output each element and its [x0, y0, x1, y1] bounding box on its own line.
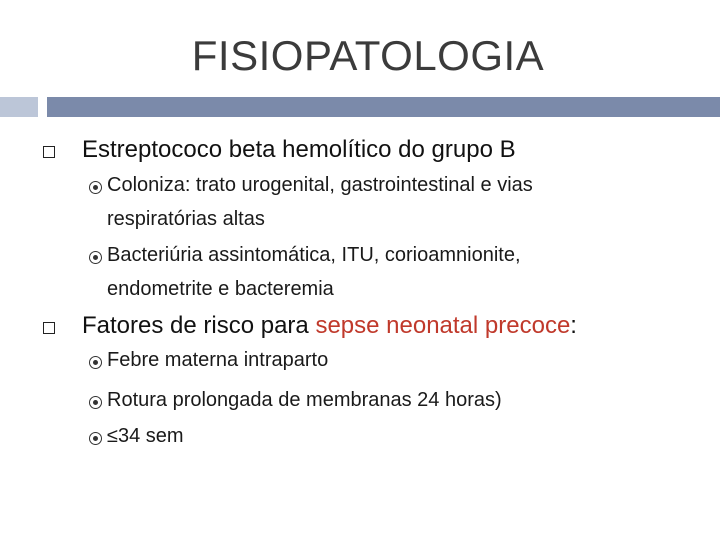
- square-bullet-icon: [43, 322, 55, 334]
- sub-item-2-2: [107, 383, 502, 417]
- slide-title: FISIOPATOLOGIA: [191, 32, 545, 79]
- circle-dot-bullet-icon: [89, 432, 102, 445]
- bullet-item-2: [82, 312, 577, 340]
- header-bar-right: [47, 97, 720, 117]
- circle-dot-bullet-icon: [89, 356, 102, 369]
- sub-item-1-2-line2: endometrite e bacteremia: [107, 278, 334, 300]
- bullet-item-1: Estreptococo beta hemolítico do grupo B: [82, 136, 516, 163]
- circle-dot-bullet-icon: [89, 251, 102, 264]
- sub-item-1-1-line1: Coloniza: trato urogenital, gastrointestinal e vias: [107, 174, 533, 196]
- sub-item-2-3: [107, 419, 184, 453]
- square-bullet-icon: [43, 146, 55, 158]
- circle-dot-bullet-icon: [89, 181, 102, 194]
- header-bar-left: [0, 97, 38, 117]
- sub-item-2-3-text: ≤34 sem: [107, 425, 184, 447]
- circle-dot-bullet-icon: [89, 396, 102, 409]
- sub-item-2-1-text: Febre materna intraparto: [107, 349, 329, 371]
- sub-item-1-1-line2: respiratórias altas: [107, 208, 265, 230]
- sub-item-1-2: [107, 238, 521, 306]
- sub-item-1-2-line1: Bacteriúria assintomática, ITU, corioamnionite,: [107, 244, 521, 266]
- sub-item-1-1: [107, 168, 533, 236]
- bullet-item-2-suffix: :: [570, 312, 577, 339]
- bullet-item-2-highlight: sepse neonatal precoce: [315, 312, 571, 339]
- sub-item-2-1: [107, 343, 328, 377]
- bullet-item-2-prefix: Fatores de risco para: [82, 312, 316, 339]
- sub-item-2-2-text: Rotura prolongada de membranas 24 horas): [107, 389, 502, 411]
